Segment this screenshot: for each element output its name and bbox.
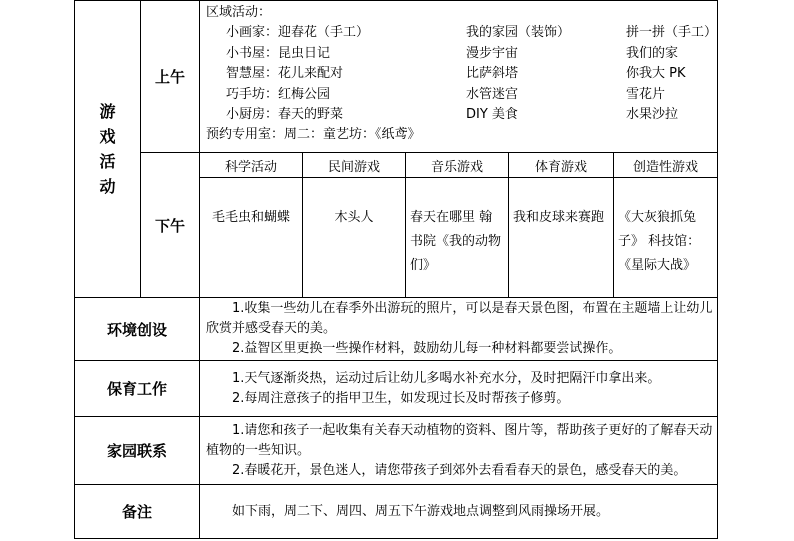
area-activities-cell — [200, 1, 718, 153]
game-activity-char: 动 — [99, 177, 116, 196]
pm-header-creative: 创造性游戏 — [614, 153, 718, 178]
morning-label: 上午 — [141, 1, 200, 153]
care-item: 1.天气逐渐炎热，运动过后让幼儿多喝水补充水分，及时把隔汗巾拿出来。 — [232, 370, 661, 386]
area-activities-title: 区域活动： — [206, 5, 272, 20]
home-item: 1.请您和孩子一起收集有关春天动植物的资料、图片等，帮助孩子更好的了解春天动植物的一些知识。 — [206, 422, 713, 458]
environment-label: 环境创设 — [75, 298, 200, 361]
home-row — [75, 417, 718, 485]
care-row — [75, 361, 718, 417]
care-label: 保育工作 — [75, 361, 200, 417]
area-row — [206, 23, 717, 43]
morning-row — [75, 1, 718, 153]
area-item: 你我大 PK — [626, 66, 686, 82]
environment-row — [75, 298, 718, 361]
environment-content — [200, 298, 718, 361]
pm-content-music: 春天在哪里 翰书院《我的动物们》 — [406, 178, 509, 298]
notes-label: 备注 — [75, 485, 200, 539]
area-item: 雪花片 — [626, 86, 666, 102]
home-content — [200, 417, 718, 485]
game-activity-char: 游 — [99, 102, 116, 121]
area-row — [206, 64, 717, 84]
afternoon-label: 下午 — [141, 153, 200, 298]
care-content — [200, 361, 718, 417]
environment-item: 2.益智区里更换一些操作材料，鼓励幼儿每一种材料都要尝试操作。 — [232, 341, 622, 356]
notes-row — [75, 485, 718, 539]
pm-header-sports: 体育游戏 — [509, 153, 614, 178]
pm-content-creative: 《大灰狼抓兔子》 科技馆：《星际大战》 — [614, 178, 718, 298]
area-item: 漫步宇宙 — [466, 45, 519, 61]
area-row — [206, 105, 717, 125]
area-item: DIY 美食 — [466, 107, 518, 123]
area-item: 小书屋：昆虫日记 — [226, 45, 331, 61]
pm-header-folk: 民间游戏 — [303, 153, 406, 178]
area-row — [206, 44, 717, 64]
home-label: 家园联系 — [75, 417, 200, 485]
area-item: 智慧屋：花儿来配对 — [226, 66, 344, 82]
pm-content-science: 毛毛虫和蝴蝶 — [200, 178, 303, 298]
area-item: 我的家园（装饰） — [466, 25, 571, 41]
area-item: 我们的家 — [626, 45, 679, 61]
pm-content-sports: 我和皮球来赛跑 — [509, 178, 614, 298]
notes-text: 如下雨，周二下、周四、周五下午游戏地点调整到风雨操场开展。 — [232, 503, 610, 519]
area-item: 小画家：迎春花（手工） — [226, 25, 370, 41]
notes-content — [200, 485, 718, 539]
game-activity-header — [75, 1, 141, 298]
area-item: 水管迷宫 — [466, 86, 519, 102]
pm-header-music: 音乐游戏 — [406, 153, 509, 178]
care-item: 2.每周注意孩子的指甲卫生，如发现过长及时帮孩子修剪。 — [232, 390, 570, 406]
area-item: 拼一拼（手工） — [626, 25, 718, 41]
area-item: 小厨房：春天的野菜 — [226, 107, 344, 123]
plan-table — [74, 0, 718, 539]
game-activity-char: 戏 — [99, 127, 116, 146]
area-row — [206, 85, 717, 105]
area-item: 水果沙拉 — [626, 107, 679, 123]
home-item: 2.春暖花开，景色迷人，请您带孩子到郊外去看看春天的景色，感受春天的美。 — [232, 462, 687, 478]
special-room-schedule: 预约专用室：周二：童艺坊：《纸鸢》 — [206, 127, 421, 143]
environment-item: 1.收集一些幼儿在春季外出游玩的照片，可以是春天景色图，布置在主题墙上让幼儿欣赏并感受春天的美。 — [206, 301, 713, 336]
pm-content-folk: 木头人 — [303, 178, 406, 298]
game-activity-char: 活 — [99, 152, 116, 171]
weekly-plan-sheet — [74, 0, 717, 537]
area-item: 巧手坊：红梅公园 — [226, 86, 331, 102]
afternoon-header-row — [75, 153, 718, 178]
area-item: 比萨斜塔 — [466, 66, 519, 82]
pm-header-science: 科学活动 — [200, 153, 303, 178]
